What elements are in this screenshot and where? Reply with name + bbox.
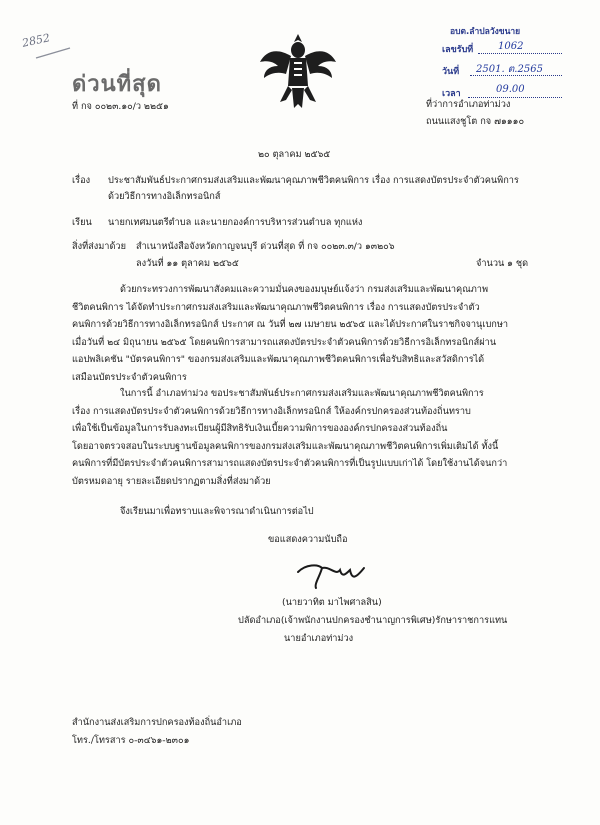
signer-position-1: ปลัดอำเภอ(เจ้าพนักงานปกครองชำนาญการพิเศษ)รักษาราชการแทน [238,615,508,626]
paragraph-1-line: เมื่อวันที่ ๒๔ มิถุนายน ๒๕๖๕ โดยคนพิการสามารถแสดงบัตรประจำตัวคนพิการด้วยวิธีการอิเล็กทรอนิกส์ผ่าน [72,336,497,348]
paragraph-2-line: คนพิการที่มีบัตรประจำตัวคนพิการสามารถแสดงบัตรประจำตัวคนพิการที่เป็นรูปแบบเก่าได้ โดยใช้งานได้จนกว่า [72,458,508,469]
stamp-date-label: วันที่ [442,67,460,77]
paragraph-2-line: บัตรหมดอายุ รายละเอียดปรากฏตามสิ่งที่ส่งมาด้วย [72,475,271,487]
paragraph-1-line: เสมือนบัตรประจำตัวคนพิการ [72,371,187,383]
enclosure-line-2: ลงวันที่ ๑๑ ตุลาคม ๒๕๖๕ [136,258,239,269]
letter-date: ๒๐ ตุลาคม ๒๕๖๕ [258,149,331,160]
stamp-recv-line [478,53,562,54]
recipient-value: นายกเทศมนตรีตำบล และนายกองค์การบริหารส่วนตำบล ทุกแห่ง [108,217,363,228]
stamp-org: อบต.ลำปลวังขนาย [450,27,521,37]
subject-label: เรื่อง [72,175,91,186]
stamp-recv-value: 1062 [498,41,524,52]
urgency-stamp: ด่วนที่สุด [72,72,162,97]
paragraph-1-line: ด้วยกระทรวงการพัฒนาสังคมและความมั่นคงของมนุษย์แจ้งว่า กรมส่งเสริมและพัฒนาคุณภาพ [120,284,488,295]
paragraph-2-line: เพื่อใช้เป็นข้อมูลในการรับลงทะเบียนผู้มีสิทธิรับเงินเบี้ยความพิการขององค์กรปกครองส่วนท้องถิ่น [72,423,448,434]
body-paragraph-1 [72,281,508,386]
handwritten-signature [296,558,366,592]
paragraph-2-line: ในการนี้ อำเภอท่าม่วง ขอประชาสัมพันธ์ประกาศกรมส่งเสริมและพัฒนาคุณภาพชีวิตคนพิการ [120,388,484,399]
paragraph-2-line: เรื่อง การแสดงบัตรประจำตัวคนพิการด้วยวิธีการทางอิเล็กทรอนิกส์ ให้องค์กรปกครองส่วนท้องถิ่นทราบ [72,405,471,417]
garuda-emblem [258,28,338,112]
stamp-time-label: เวลา [442,89,461,99]
subject-line-2: ด้วยวิธีการทางอิเล็กทรอนิกส์ [108,191,221,202]
closing-request: จึงเรียนมาเพื่อทราบและพิจารณาดำเนินการต่อไป [120,506,314,517]
receiving-stamp [442,24,570,106]
stamp-date-value: 2501. ต.2565 [476,64,543,75]
enclosure-line-1: สำเนาหนังสือจังหวัดกาญจนบุรี ด่วนที่สุด ที่ กจ ๐๐๒๓.๓/ว ๑๓๒๐๖ [136,241,395,252]
body-paragraph-2 [72,385,507,490]
enclosure-label: สิ่งที่ส่งมาด้วย [72,241,126,252]
signer-name: (นายวาทิต มาไพศาลสิน) [282,597,382,608]
paragraph-2-line: โดยอาจตรวจสอบในระบบฐานข้อมูลคนพิการของกรมส่งเสริมและพัฒนาคุณภาพชีวิตคนพิการเพิ่มเติมได้ ทั้งนี้ [72,440,499,452]
recipient-label: เรียน [72,217,92,228]
subject-line-1: ประชาสัมพันธ์ประกาศกรมส่งเสริมและพัฒนาคุณภาพชีวิตคนพิการ เรื่อง การแสดงบัตรประจำตัวคนพิการ [108,175,519,186]
paragraph-1-line: คนพิการด้วยวิธีการทางอิเล็กทรอนิกส์ ประกาศ ณ วันที่ ๒๗ เมษายน ๒๕๖๕ และได้ประกาศในราชกิจจานุเบกษา [72,319,509,330]
stamp-time-value: 09.00 [496,84,525,95]
signer-position-2: นายอำเภอท่าม่วง [284,633,354,644]
stamp-recv-label: เลขรับที่ [442,45,474,55]
footer-phone: โทร./โทรสาร ๐-๓๔๖๑-๒๓๐๑ [72,735,190,746]
paragraph-1-line: ชีวิตคนพิการ ได้จัดทำประกาศกรมส่งเสริมและพัฒนาคุณภาพชีวิตคนพิการ เรื่อง การแสดงบัตรประจำตัว [72,301,480,313]
margin-note: 2852 [20,31,52,50]
sender-office: ที่ว่าการอำเภอท่าม่วง [426,99,511,110]
paragraph-1-line: แอปพลิเคชัน "บัตรคนพิการ" ของกรมส่งเสริมและพัฒนาคุณภาพชีวิตคนพิการเพื่อรับสิทธิและสวัสดิการได้ [72,354,485,365]
enclosure-quantity: จำนวน ๑ ชุด [476,258,529,269]
footer-office: สำนักงานส่งเสริมการปกครองท้องถิ่นอำเภอ [72,717,242,728]
sender-address: ถนนแสงชูโต กจ ๗๑๑๑๐ [426,116,525,127]
document-number: ที่ กจ ๐๐๒๓.๑๐/ว ๒๒๕๑ [72,101,169,112]
pen-stroke-mark [34,44,74,64]
salutation: ขอแสดงความนับถือ [268,534,348,545]
